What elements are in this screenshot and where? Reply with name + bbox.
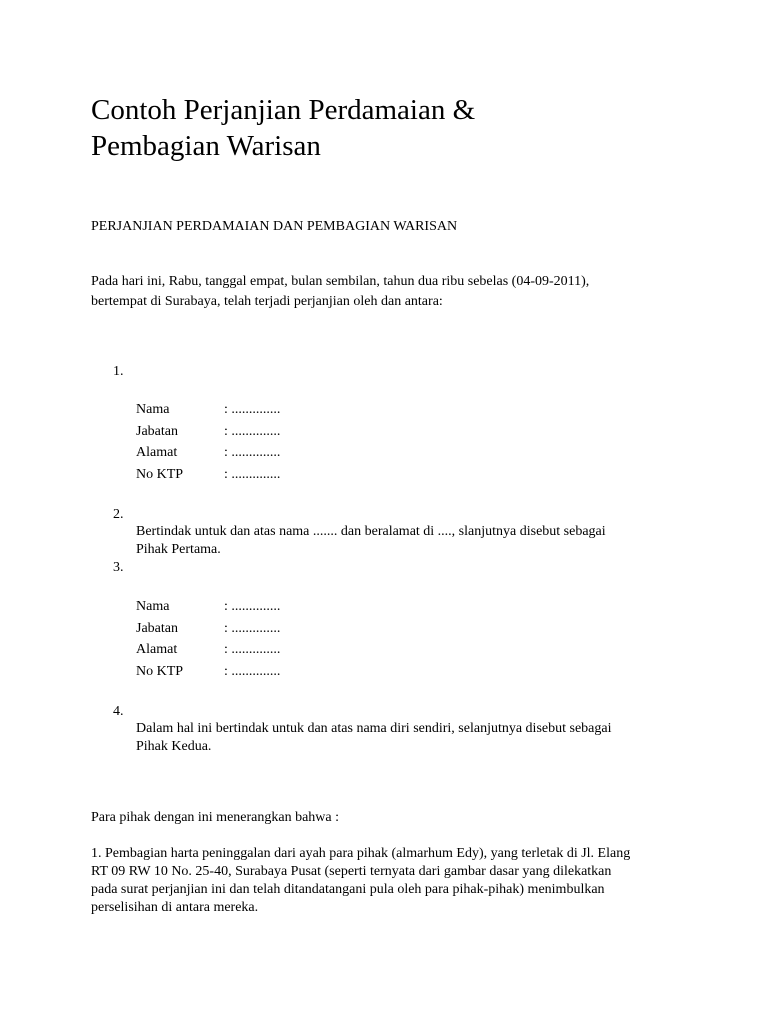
- field-value: : ..............: [224, 467, 281, 482]
- party1-field-nama: [136, 400, 280, 420]
- item-2-text: [136, 523, 696, 559]
- list-number-2: 2.: [113, 507, 124, 522]
- field-label: Alamat: [136, 445, 178, 460]
- field-label: Jabatan: [136, 621, 178, 636]
- clause-1-paragraph: [91, 845, 711, 917]
- list-number-4: 4.: [113, 704, 124, 719]
- field-value: : ..............: [224, 621, 281, 636]
- party2-field-nama: [136, 597, 280, 617]
- field-label: Jabatan: [136, 424, 178, 439]
- agreement-heading: PERJANJIAN PERDAMAIAN DAN PEMBAGIAN WARISAN: [91, 219, 458, 234]
- item-4-line-1: Dalam hal ini bertindak untuk dan atas nama diri sendiri, selanjutnya disebut sebagai: [136, 721, 612, 736]
- clause-1-line-2: RT 09 RW 10 No. 25-40, Surabaya Pusat (seperti ternyata dari gambar dasar yang dilekatkan: [91, 864, 612, 879]
- field-value: : ..............: [224, 402, 281, 417]
- party2-field-jabatan: [136, 619, 280, 639]
- field-label: Alamat: [136, 642, 178, 657]
- field-label: No KTP: [136, 664, 184, 679]
- party2-field-alamat: [136, 640, 280, 660]
- field-value: : ..............: [224, 424, 281, 439]
- list-number-1: 1.: [113, 364, 124, 379]
- party2-field-no-ktp: [136, 662, 280, 682]
- party1-field-no-ktp: [136, 465, 280, 485]
- clause-1-line-1: 1. Pembagian harta peninggalan dari ayah para pihak (almarhum Edy), yang terletak di Jl. Elang: [91, 846, 631, 861]
- item-4-text: [136, 720, 696, 756]
- title-line-1: Contoh Perjanjian Perdamaian &: [91, 94, 476, 126]
- intro-paragraph: [91, 272, 711, 312]
- field-value: : ..............: [224, 642, 281, 657]
- clause-1-line-4: perselisihan di antara mereka.: [91, 900, 259, 915]
- party1-field-jabatan: [136, 422, 280, 442]
- item-4-line-2: Pihak Kedua.: [136, 739, 212, 754]
- field-label: Nama: [136, 599, 170, 614]
- clause-1-line-3: pada surat perjanjian ini dan telah ditandatangani pula oleh para pihak-pihak) menimbulkan: [91, 882, 605, 897]
- field-value: : ..............: [224, 599, 281, 614]
- statement-paragraph: Para pihak dengan ini menerangkan bahwa :: [91, 810, 340, 825]
- field-value: : ..............: [224, 664, 281, 679]
- field-value: : ..............: [224, 445, 281, 460]
- intro-line-2: bertempat di Surabaya, telah terjadi perjanjian oleh dan antara:: [91, 294, 443, 309]
- item-2-line-2: Pihak Pertama.: [136, 542, 221, 557]
- field-label: Nama: [136, 402, 170, 417]
- party1-field-alamat: [136, 443, 280, 463]
- item-2-line-1: Bertindak untuk dan atas nama ....... dan beralamat di ...., slanjutnya disebut sebagai: [136, 524, 606, 539]
- intro-line-1: Pada hari ini, Rabu, tanggal empat, bulan sembilan, tahun dua ribu sebelas (04-09-2011),: [91, 274, 590, 289]
- list-number-3: 3.: [113, 560, 124, 575]
- title-line-2: Pembagian Warisan: [91, 130, 321, 162]
- field-label: No KTP: [136, 467, 184, 482]
- document-title: [91, 92, 691, 164]
